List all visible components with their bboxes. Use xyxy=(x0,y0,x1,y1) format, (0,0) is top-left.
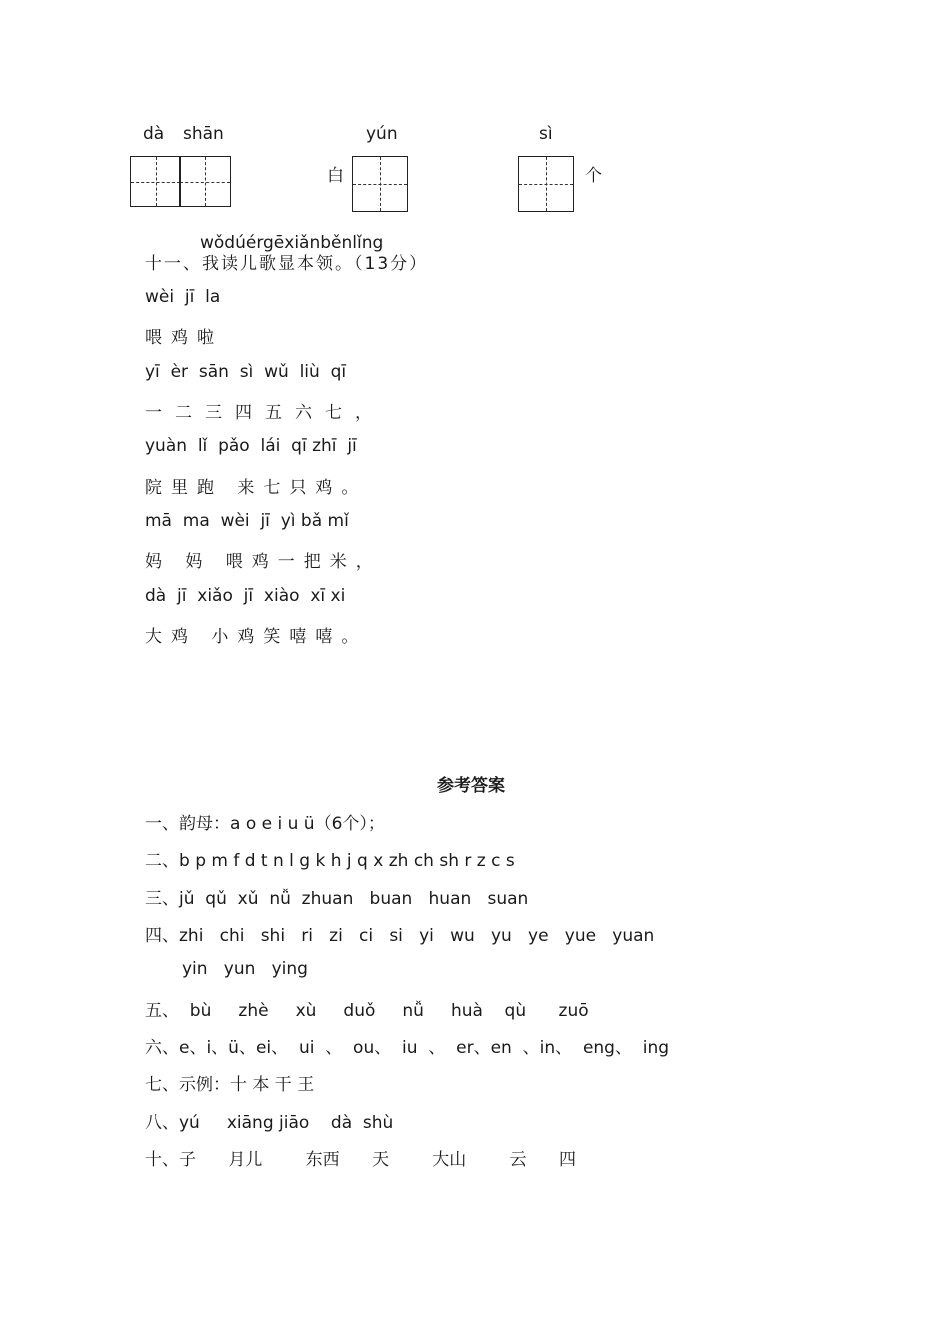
poem-line-2-hanzi: 一二三四五六七， xyxy=(145,403,385,423)
answers-title: 参考答案 xyxy=(437,776,505,796)
poem-line-5-pinyin: dà jī xiǎo jī xiào xī xi xyxy=(145,586,346,606)
answer-line-5: 五、 bù zhè xù duǒ nǚ huà qù zuō xyxy=(145,1001,589,1021)
poem-line-3-hanzi: 院里跑 来七只鸡。 xyxy=(145,478,368,498)
box1-pinyin-b: shān xyxy=(183,124,224,144)
section11-pinyin: wǒdúérgēxiǎnběnlǐng xyxy=(200,233,384,253)
section11-title: 十一、我读儿歌显本领。（13分） xyxy=(145,254,429,274)
box2-prefix-char: 白 xyxy=(327,166,344,186)
poem-line-5-hanzi: 大鸡 小鸡笑嘻嘻。 xyxy=(145,627,368,647)
answer-line-4: 四、zhi chi shi ri zi ci si yi wu yu ye yue yuan xyxy=(145,926,655,946)
answer-line-3: 三、jǔ qǔ xǔ nǚ zhuan buan huan suan xyxy=(145,889,529,909)
answer-line-1: 一、韵母：a o e i u ü（6个）； xyxy=(145,814,385,834)
poem-line-1-pinyin: wèi jī la xyxy=(145,287,221,307)
answer-line-10: 十、子 月儿 东西 天 大山 云 四 xyxy=(145,1150,576,1170)
answer-line-6: 六、e、i、ü、ei、 ui 、 ou、 iu 、 er、en 、in、 eng、 ing xyxy=(145,1038,670,1058)
writing-box-3[interactable] xyxy=(518,156,574,212)
writing-box-2[interactable] xyxy=(352,156,408,212)
box1-pinyin-a: dà xyxy=(143,124,165,144)
writing-box-1b[interactable] xyxy=(179,156,231,207)
answer-line-8: 八、yú xiāng jiāo dà shù xyxy=(145,1113,394,1133)
poem-line-4-pinyin: mā ma wèi jī yì bǎ mǐ xyxy=(145,511,349,531)
poem-line-1-hanzi: 喂鸡啦 xyxy=(145,328,223,348)
poem-line-2-pinyin: yī èr sān sì wǔ liù qī xyxy=(145,362,347,382)
box2-pinyin: yún xyxy=(366,124,398,144)
answer-line-4-cont: yin yun ying xyxy=(182,959,308,979)
writing-box-1a[interactable] xyxy=(130,156,181,207)
answer-line-7: 七、示例：十 本 干 王 xyxy=(145,1075,315,1095)
box3-suffix-char: 个 xyxy=(585,166,602,186)
poem-line-4-hanzi: 妈 妈 喂鸡一把米， xyxy=(145,552,382,572)
box3-pinyin: sì xyxy=(539,124,553,144)
poem-line-3-pinyin: yuàn lǐ pǎo lái qī zhī jī xyxy=(145,436,357,456)
answer-line-2: 二、b p m f d t n l g k h j q x zh ch sh r z c s xyxy=(145,851,515,871)
